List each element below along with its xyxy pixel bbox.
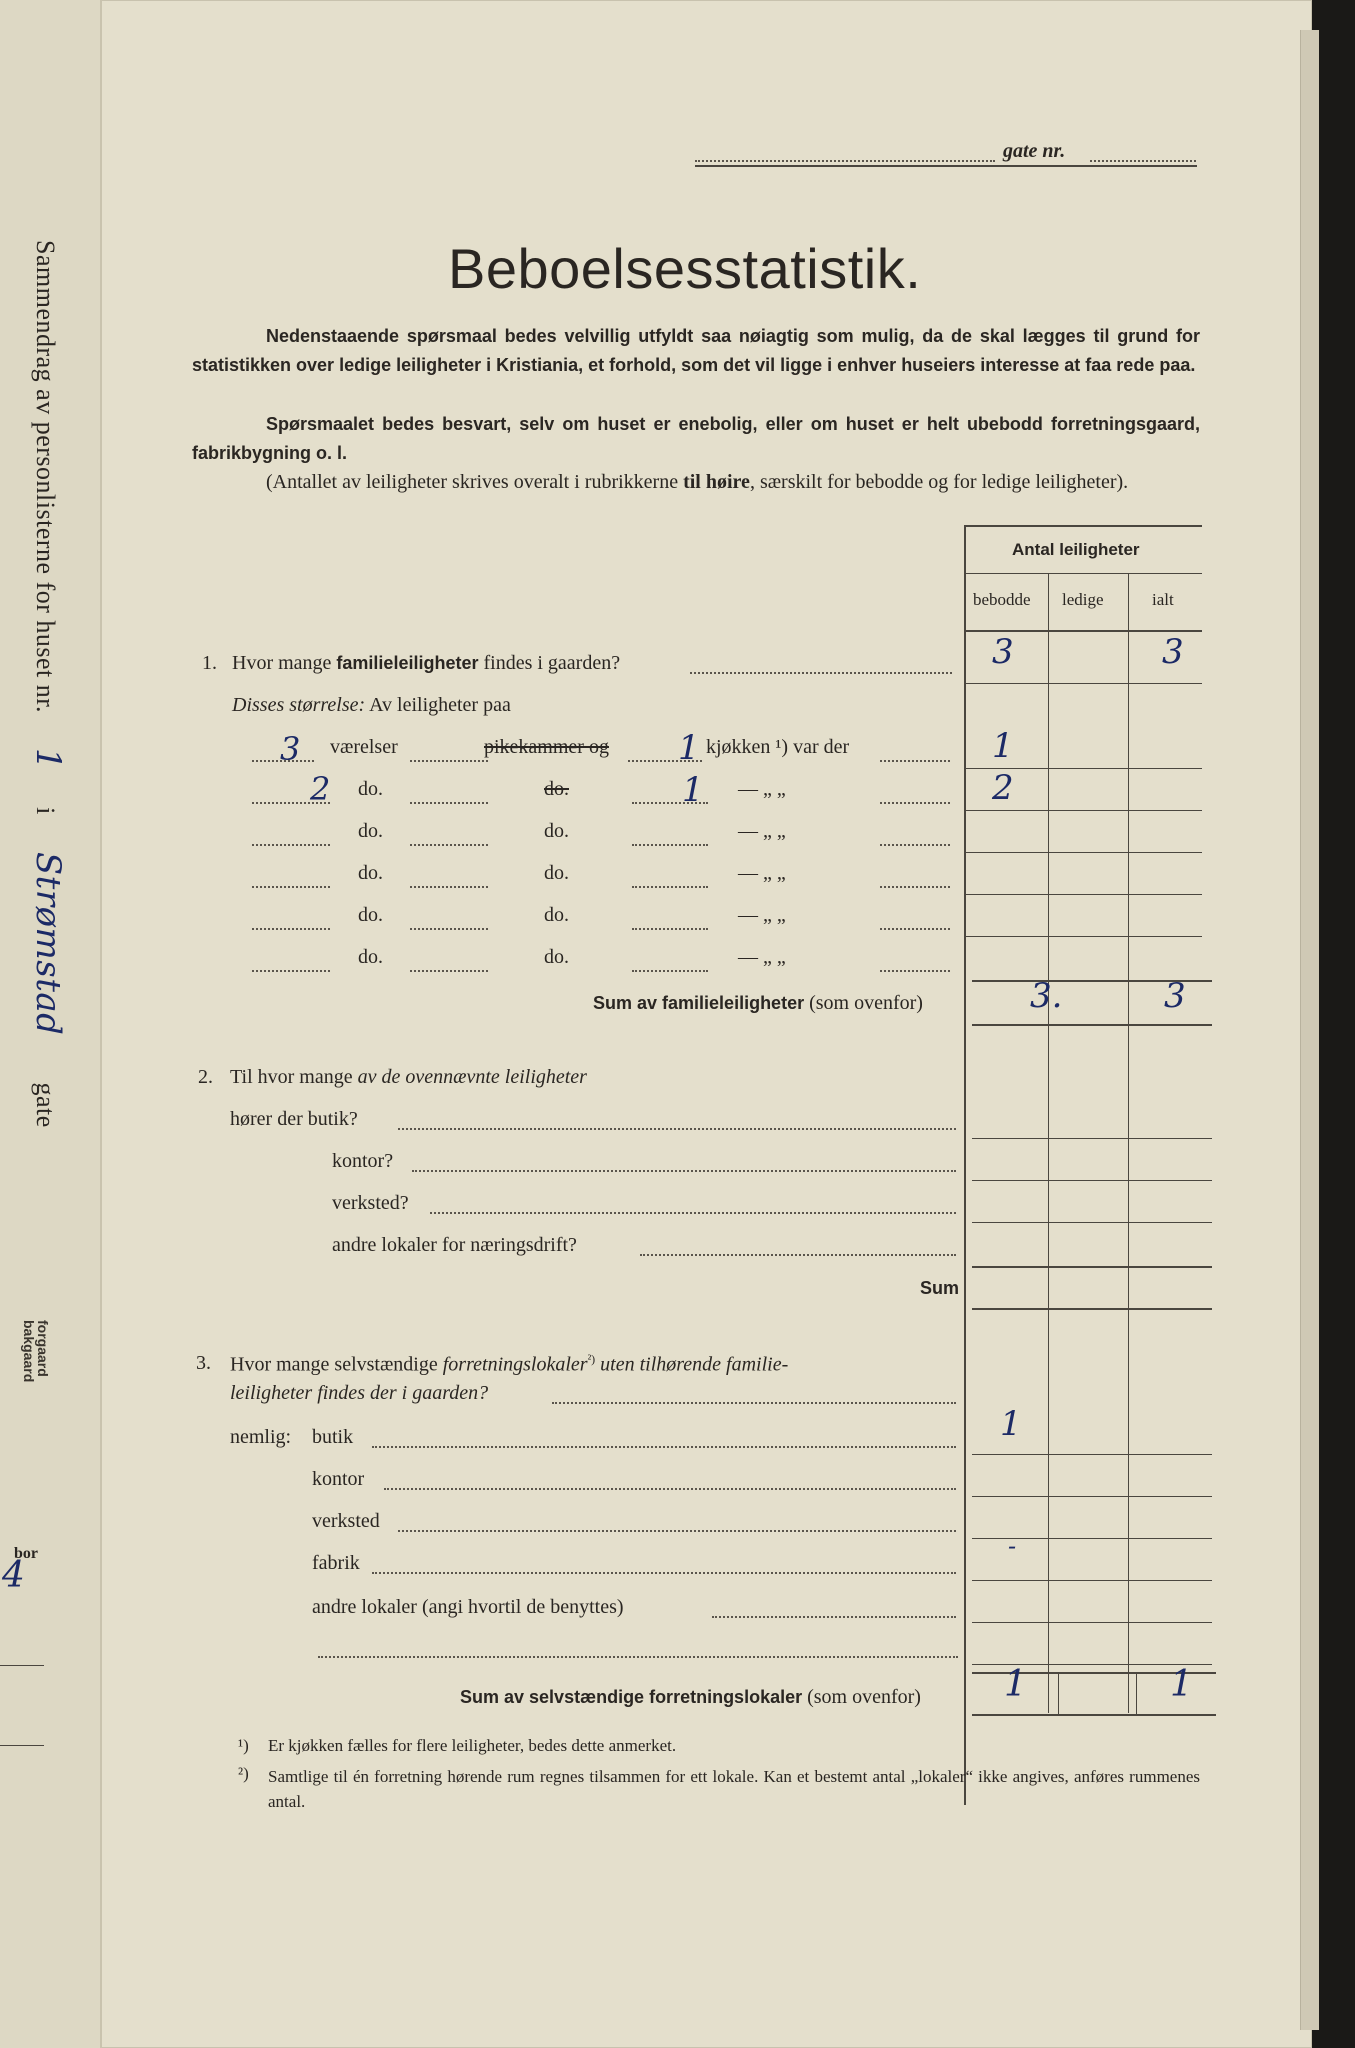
q2-item-andre: andre lokaler for næringsdrift? [332, 1234, 577, 1256]
left-margin-strip [0, 0, 102, 2048]
q2-rule-2 [972, 1180, 1212, 1181]
q3-sum-bebodde: 1 [1004, 1664, 1027, 1705]
q1-sub-italic: Disses størrelse: [232, 694, 366, 716]
q3-item-kontor-dots [384, 1488, 956, 1490]
row-col3: kjøkken ¹) var der [706, 736, 850, 758]
q2-text-a: Til hvor mange [230, 1066, 358, 1088]
q3-item-verksted-dots [398, 1530, 956, 1532]
q3-sum-divider-2 [1136, 1672, 1137, 1716]
q1-answer-ialt: 3 [1162, 632, 1184, 672]
table-left-border [964, 525, 966, 1805]
col-ledige-header: ledige [1062, 590, 1104, 609]
q1-row-rule-4 [966, 894, 1202, 895]
row-col1: do. [358, 946, 383, 968]
gate-nr-dotted-line-2 [1090, 160, 1196, 162]
intro-paragraph-2: Spørsmaalet bedes besvart, selv om huset er enebolig, eller om huset er helt ubebodd forretningsgaard, fabrikbygning o. l. [192, 414, 1200, 463]
row-col3: — „ „ [738, 862, 786, 884]
q2-rule-1 [972, 1138, 1212, 1139]
q3-text-ital-b: uten tilhørende familie- [595, 1353, 789, 1376]
table-header-subrule [966, 573, 1202, 574]
q1-row-3 [250, 820, 1170, 856]
q2-item-butik: hører der butik? [230, 1108, 358, 1130]
q1-row-rule-3 [966, 852, 1202, 853]
row-bebodde-hand: 1 [992, 726, 1014, 766]
q3-rule-2 [972, 1496, 1212, 1497]
q3-item-butik: butik [312, 1426, 354, 1448]
side-forgaard-bakgaard [22, 1320, 50, 1382]
side-i-label: i [31, 807, 60, 815]
row-col1: do. [358, 862, 383, 884]
q3-item-butik-dots [372, 1446, 956, 1448]
side-rule-2 [0, 1745, 44, 1746]
q3-nemlig: nemlig: [230, 1426, 292, 1448]
q3-rule-5 [972, 1622, 1212, 1623]
row-rooms-hand: 3 [280, 730, 301, 768]
row-rooms-dots [252, 970, 330, 972]
row-kitchen-dots [632, 886, 708, 888]
intro-p3-b: , særskilt for bebodde og for ledige leiligheter). [749, 471, 1129, 493]
q1-row-5 [250, 904, 1170, 940]
side-street-hand: Strømstad [28, 851, 68, 1036]
row-kitchen-dots [632, 928, 708, 930]
q3-item-verksted: verksted [312, 1510, 380, 1532]
q1-sub [232, 694, 511, 717]
q3-sum-divider-1 [1058, 1672, 1059, 1716]
q3-rule-4 [972, 1580, 1212, 1581]
row-col1: værelser [330, 736, 398, 758]
col-ialt-header: ialt [1152, 590, 1174, 609]
q1-sum-rest: (som ovenfor) [809, 992, 923, 1014]
q1-text-a: Hvor mange [232, 652, 337, 674]
row-col2: do. [544, 820, 569, 842]
q1-row-2 [250, 768, 1170, 814]
row-q1-rule [966, 683, 1202, 684]
q2-item-verksted-dots [430, 1212, 956, 1214]
gate-nr-label: gate nr. [1003, 140, 1066, 162]
q3-fabrik-mark: - [1008, 1532, 1017, 1560]
row-kitchen-hand: 1 [678, 728, 700, 768]
q1-number: 1. [202, 652, 217, 674]
side-text-label: Sammendrag av personlisterne for huset nr. [31, 240, 60, 713]
row-tail-dots [880, 760, 950, 762]
row-col1: do. [358, 820, 383, 842]
row-col2: do. [544, 946, 569, 968]
row-col2: do. [544, 778, 569, 800]
intro-p3-bold: til høire [683, 471, 750, 493]
q3-rule-1 [972, 1454, 1212, 1455]
q3-sup: ²) [587, 1352, 596, 1366]
row-kitchen-dots [632, 844, 708, 846]
intro-p3-a: (Antallet av leiligheter skrives overalt i rubrikkerne [266, 471, 684, 493]
row-kitchen-hand: 1 [682, 770, 704, 810]
q2-item-kontor: kontor? [332, 1150, 394, 1172]
q3-line2-dots [552, 1402, 956, 1404]
q3-question [230, 1352, 960, 1377]
row-col3: — „ „ [738, 904, 786, 926]
q1-sum-bold: Sum av familieleiligheter [593, 993, 805, 1013]
col-bebodde-header: bebodde [973, 590, 1031, 609]
q1-text-b: findes i gaarden? [478, 652, 621, 674]
row-col2: do. [544, 904, 569, 926]
row-col1: do. [358, 904, 383, 926]
row-col1-dots [410, 886, 488, 888]
q3-item-andre: andre lokaler (angi hvortil de benyttes) [312, 1596, 624, 1618]
page-edge-shadow [1300, 30, 1319, 2030]
page-title: Beboelsesstatistik. [448, 237, 922, 300]
row-col1-dots [410, 970, 488, 972]
q2-item-andre-dots [640, 1254, 956, 1256]
q1-row-4 [250, 862, 1170, 898]
table-header-group: Antal leiligheter [1012, 540, 1140, 559]
row-tail-dots [880, 928, 950, 930]
row-col3: — „ „ [738, 778, 786, 800]
q3-sum-bold: Sum av selvstændige forretningslokaler [460, 1687, 803, 1707]
q1-row-1 [250, 726, 1170, 772]
q2-text-ital: av de ovennævnte leiligheter [357, 1066, 587, 1088]
q2-item-verksted: verksted? [332, 1192, 409, 1214]
row-col2: do. [544, 862, 569, 884]
q3-sum-label [460, 1686, 921, 1709]
side-bor-fragment: bor [14, 1545, 38, 1562]
row-col1-dots [410, 802, 488, 804]
side-gate-label: gate [31, 1082, 60, 1128]
q1-text-bold: familieleiligheter [336, 653, 479, 673]
row-col3: — „ „ [738, 820, 786, 842]
row-col2: pikekammer og [484, 736, 609, 758]
row-kitchen-dots [632, 970, 708, 972]
gate-nr-dotted-line [695, 160, 995, 162]
q3-line2: leiligheter findes der i gaarden? [230, 1382, 489, 1404]
q2-sum-top-rule [972, 1266, 1212, 1268]
q1-sub-rest: Av leiligheter paa [369, 694, 511, 716]
row-rooms-dots [252, 886, 330, 888]
q3-butik-bebodde: 1 [1000, 1404, 1022, 1444]
table-top-rule [964, 525, 1202, 527]
row-col1: do. [358, 778, 383, 800]
q1-dots [690, 672, 952, 674]
q3-text-ital-a: forretningslokaler [442, 1353, 588, 1376]
q1-question [232, 652, 620, 675]
q3-item-fabrik-dots [372, 1572, 956, 1574]
footnote-1-mark: ¹) [238, 1736, 249, 1755]
row-rooms-dots [252, 928, 330, 930]
intro-paragraph-3 [192, 468, 1200, 497]
q1-row-rule-2 [966, 810, 1202, 811]
q3-item-fabrik: fabrik [312, 1552, 360, 1574]
row-tail-dots [880, 886, 950, 888]
q2-item-kontor-dots [412, 1170, 956, 1172]
q1-sum-label [593, 992, 923, 1015]
q3-sum-bottom-rule [972, 1714, 1216, 1716]
q1-sum-bebodde: 3. [1030, 976, 1063, 1016]
q3-text-a: Hvor mange selvstændige [230, 1353, 443, 1376]
footnote-2-mark: ²) [238, 1764, 249, 1783]
q2-rule-3 [972, 1222, 1212, 1223]
side-house-nr-hand: 1 [28, 748, 68, 771]
row-col1-dots [410, 928, 488, 930]
row-tail-dots [880, 970, 950, 972]
row-col1-dots [410, 760, 488, 762]
q1-row-rule-5 [966, 936, 1202, 937]
row-tail-dots [880, 802, 950, 804]
q2-question [230, 1066, 587, 1089]
side-vertical-text [28, 240, 68, 1128]
row-col1-dots [410, 844, 488, 846]
q2-item-butik-dots [398, 1128, 956, 1130]
side-rule-1 [0, 1665, 44, 1666]
q2-number: 2. [198, 1066, 213, 1088]
q3-sum-rest: (som ovenfor) [807, 1686, 921, 1708]
row-rooms-dots [252, 844, 330, 846]
row-tail-dots [880, 844, 950, 846]
forgaard-label: forgaard [35, 1320, 51, 1377]
bakgaard-label: bakgaard [21, 1320, 37, 1383]
q1-answer-bebodde: 3 [992, 632, 1014, 672]
q2-sum-bottom-rule [972, 1308, 1212, 1310]
q3-extra-dots [318, 1656, 958, 1658]
q3-sum-ialt: 1 [1170, 1664, 1193, 1705]
row-col3: — „ „ [738, 946, 786, 968]
row-rooms-hand: 2 [310, 770, 331, 808]
row-bebodde-hand: 2 [992, 768, 1014, 808]
side-bor-hand: 4 [2, 1555, 25, 1596]
q1-sum-bottom-rule [972, 1024, 1212, 1026]
q3-number: 3. [196, 1352, 211, 1374]
q2-sum-label: Sum [920, 1278, 960, 1298]
q3-item-andre-dots [712, 1616, 956, 1618]
footnote-1: Er kjøkken fælles for flere leiligheter, bedes dette anmerket. [268, 1736, 677, 1755]
footnote-2: Samtlige til én forretning hørende rum regnes tilsammen for ett lokale. Kan et bestemt antal „lokaler“ ikke angives, anføres rummenes antal. [268, 1767, 1200, 1811]
gate-nr-rule [695, 165, 1197, 167]
intro-paragraph-1: Nedenstaaende spørsmaal bedes velvillig utfyldt saa nøiagtig som mulig, da de skal lægges til grund for statistikken over ledige leiligheter i Kristiania, et forhold, som det vil ligge i enhver huseiers interesse at faa rede paa. [192, 326, 1200, 375]
q3-item-kontor: kontor [312, 1468, 365, 1490]
q1-sum-ialt: 3 [1164, 976, 1186, 1016]
